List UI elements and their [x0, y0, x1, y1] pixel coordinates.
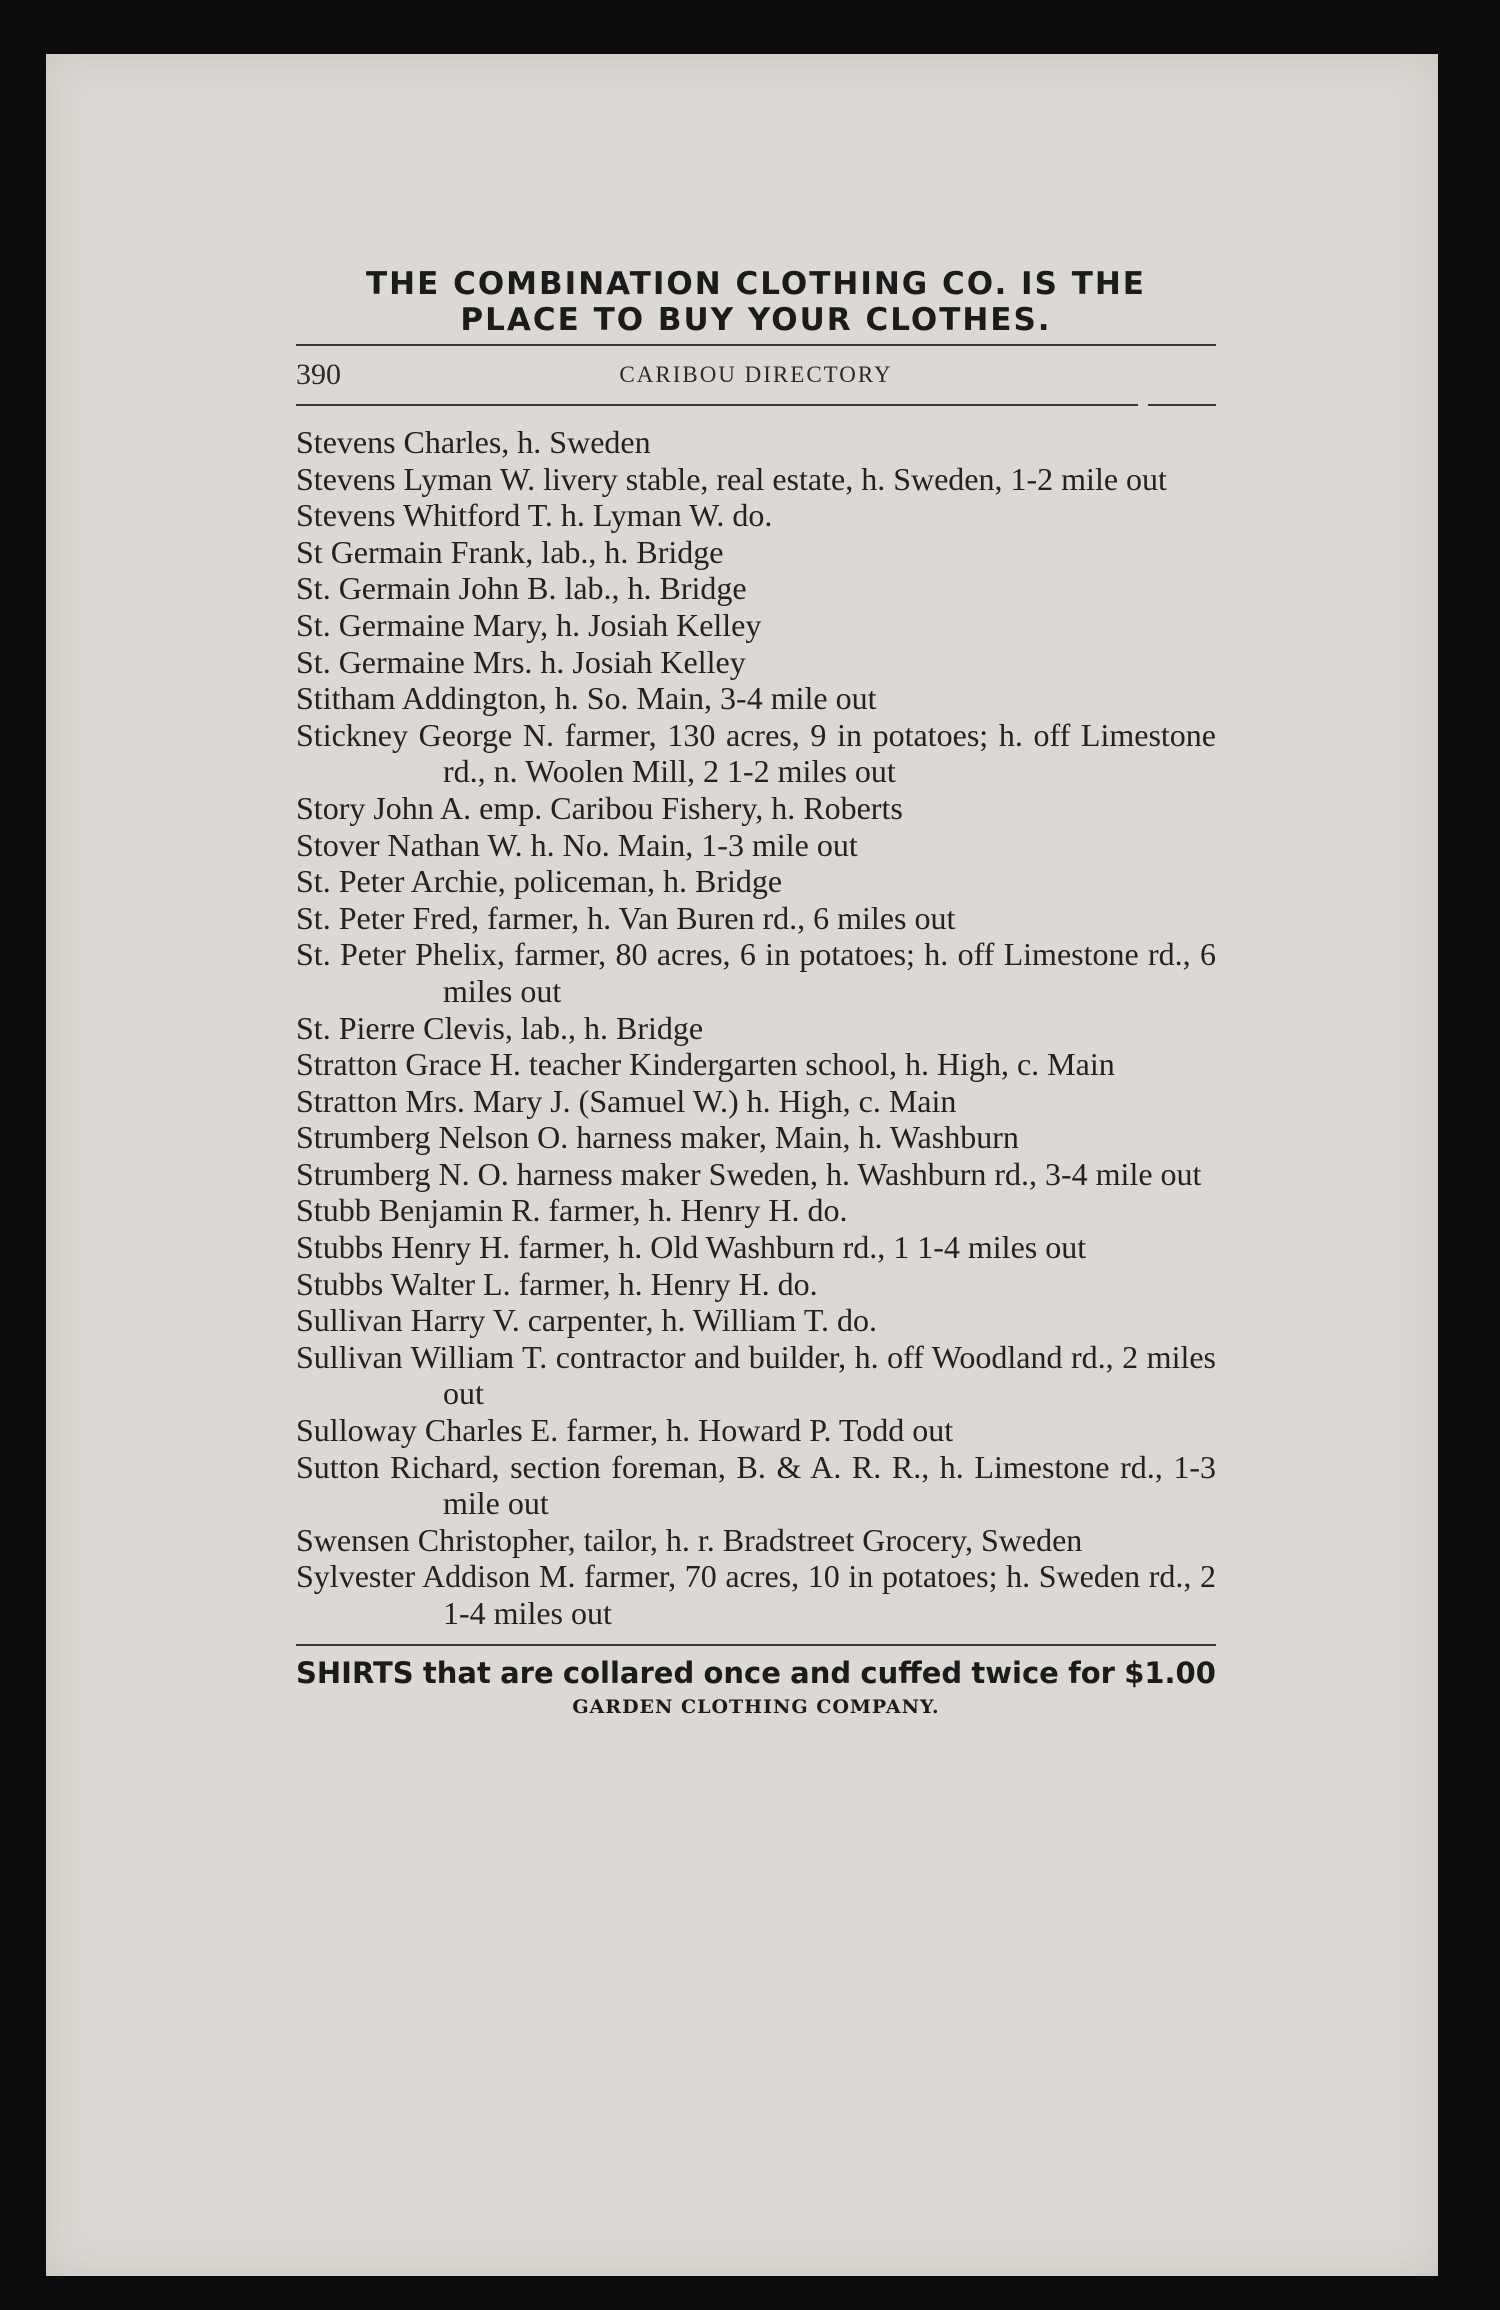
- directory-entry: Stitham Addington, h. So. Main, 3-4 mile out: [296, 680, 877, 717]
- directory-entry: St. Germaine Mary, h. Josiah Kelley: [296, 606, 762, 643]
- directory-entry: St. Peter Archie, policeman, h. Bridge: [296, 863, 783, 900]
- directory-entry: Swensen Christopher, tailor, h. r. Bradstreet Grocery, Sweden: [296, 1521, 1083, 1558]
- directory-entry: Story John A. emp. Caribou Fishery, h. Roberts: [296, 789, 903, 826]
- directory-entry: Sutton Richard, section foreman, B. & A. R. R., h. Limestone rd., 1-3 mile out: [296, 1448, 1216, 1522]
- bottom-ad-company: GARDEN CLOTHING COMPANY.: [572, 1695, 940, 1718]
- directory-entries: [296, 424, 1216, 1632]
- bottom-divider: [296, 1644, 1216, 1646]
- directory-entry: Strumberg N. O. harness maker Sweden, h. Washburn rd., 3-4 mile out: [296, 1155, 1202, 1192]
- directory-entry: Sulloway Charles E. farmer, h. Howard P. Todd out: [296, 1412, 954, 1449]
- bottom-ad-word: SHIRTS: [296, 1655, 414, 1690]
- bottom-advertisement: [296, 1656, 1216, 1690]
- page-content: [296, 266, 1216, 1718]
- directory-entry: St. Germain John B. lab., h. Bridge: [296, 570, 747, 607]
- top-ad-line-2: PLACE TO BUY YOUR CLOTHES.: [460, 302, 1052, 338]
- bottom-ad-word: and: [790, 1655, 852, 1690]
- directory-entry: St Germain Frank, lab., h. Bridge: [296, 533, 724, 570]
- directory-entry: Sylvester Addison M. farmer, 70 acres, 10 in potatoes; h. Sweden rd., 2 1-4 miles out: [296, 1558, 1216, 1631]
- page-number: 390: [296, 358, 341, 391]
- directory-entry: Stevens Charles, h. Sweden: [296, 424, 651, 460]
- bottom-ad-word: collared: [562, 1655, 695, 1690]
- directory-entry: St. Peter Phelix, farmer, 80 acres, 6 in potatoes; h. off Limestone rd., 6 miles out: [296, 936, 1216, 1009]
- directory-entry: Stevens Lyman W. livery stable, real estate, h. Sweden, 1-2 mile out: [296, 460, 1167, 497]
- bottom-ad-word: once: [703, 1655, 781, 1690]
- directory-entry: Stickney George N. farmer, 130 acres, 9 in potatoes; h. off Limestone rd., n. Woolen Mill, 2 1-2 miles out: [296, 716, 1216, 790]
- top-advertisement: [296, 266, 1216, 338]
- directory-entry: Stratton Mrs. Mary J. (Samuel W.) h. High, c. Main: [296, 1082, 957, 1119]
- directory-entry: St. Peter Fred, farmer, h. Van Buren rd., 6 miles out: [296, 899, 956, 936]
- directory-entry: Strumberg Nelson O. harness maker, Main, h. Washburn: [296, 1119, 1019, 1156]
- directory-entry: Stubb Benjamin R. farmer, h. Henry H. do.: [296, 1192, 848, 1229]
- directory-entry: Stevens Whitford T. h. Lyman W. do.: [296, 497, 773, 534]
- bottom-ad-word: are: [500, 1655, 554, 1690]
- directory-entry: Stover Nathan W. h. No. Main, 1-3 mile out: [296, 826, 858, 863]
- bottom-ad-word: twice: [971, 1655, 1059, 1690]
- bottom-ad-word: cuffed: [860, 1655, 963, 1690]
- top-ad-line-1: THE COMBINATION CLOTHING CO. IS THE: [366, 266, 1146, 302]
- directory-entry: Stratton Grace H. teacher Kindergarten school, h. High, c. Main: [296, 1046, 1115, 1083]
- directory-entry: Sullivan Harry V. carpenter, h. William T. do.: [296, 1302, 878, 1339]
- directory-page: [46, 54, 1438, 2276]
- directory-entry: Stubbs Henry H. farmer, h. Old Washburn rd., 1 1-4 miles out: [296, 1229, 1087, 1266]
- bottom-ad-word: that: [422, 1655, 491, 1690]
- directory-title: CARIBOU DIRECTORY: [619, 362, 893, 387]
- directory-entry: St. Pierre Clevis, lab., h. Bridge: [296, 1009, 704, 1046]
- directory-entry: Stubbs Walter L. farmer, h. Henry H. do.: [296, 1265, 818, 1302]
- directory-entry: Sullivan William T. contractor and builder, h. off Woodland rd., 2 miles out: [296, 1338, 1216, 1412]
- directory-entry: St. Germaine Mrs. h. Josiah Kelley: [296, 643, 746, 680]
- bottom-ad-word: for: [1068, 1655, 1115, 1690]
- bottom-ad-word: $1.00: [1124, 1655, 1216, 1690]
- running-head: [296, 346, 1216, 404]
- header-divider: [296, 404, 1216, 406]
